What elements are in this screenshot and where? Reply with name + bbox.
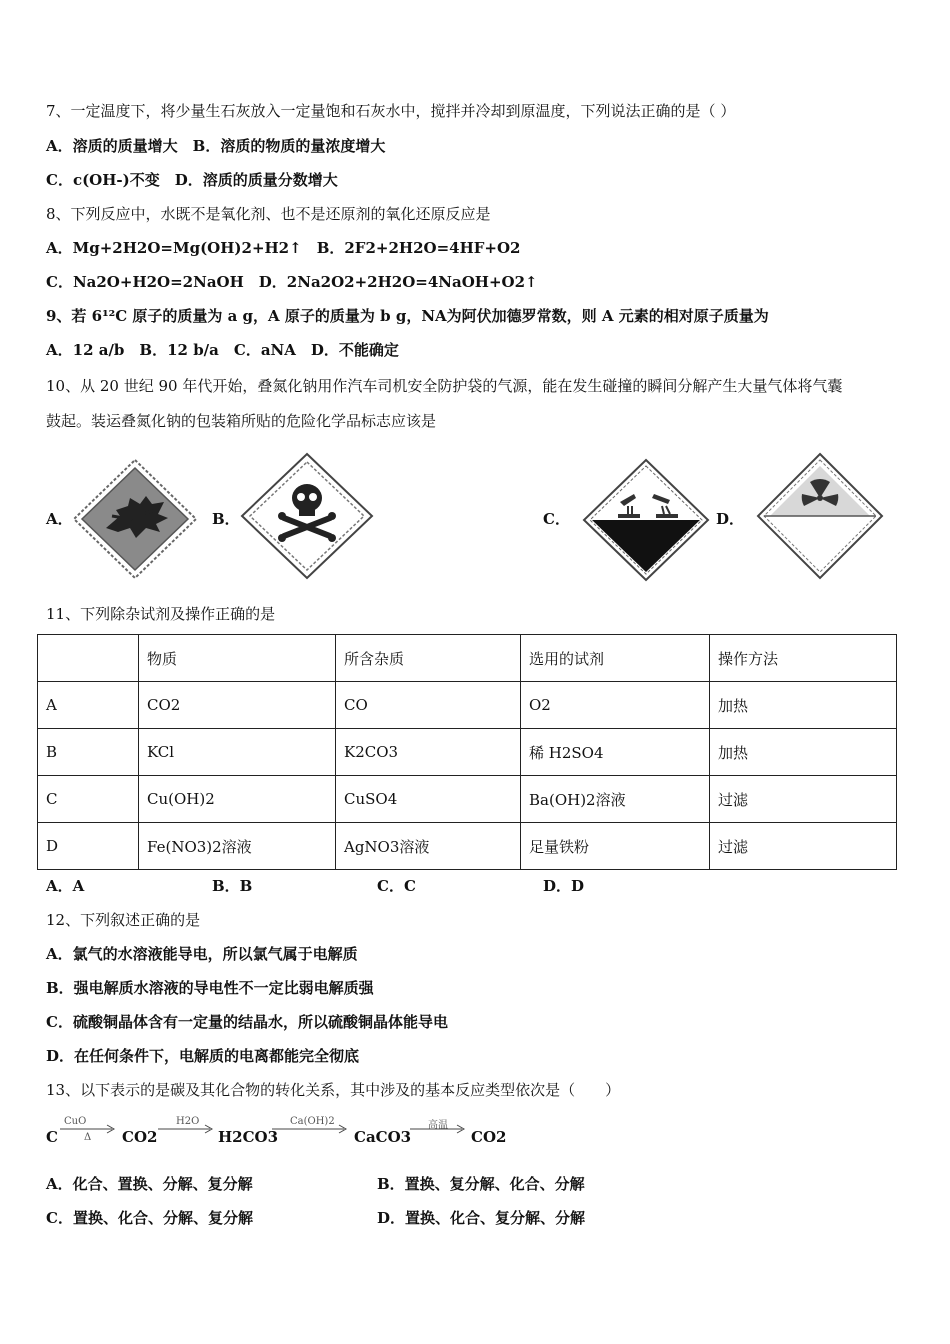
chain-carbon: C (46, 1128, 58, 1146)
q13-option-a: A．化合、置换、分解、复分解 (46, 1175, 253, 1193)
chain-condition-2: H2O (176, 1116, 200, 1127)
table-cell: A (38, 682, 139, 729)
table-cell: CO (336, 682, 521, 729)
q9-stem: 9、若 6¹²C 原子的质量为 a g，A 原子的质量为 b g，NA为阿伏加德罗常数，则 A 元素的相对原子质量为 (46, 307, 769, 325)
table-cell: AgNO3溶液 (336, 823, 521, 870)
table-cell: 加热 (710, 682, 897, 729)
q11-answer-a: A．A (46, 877, 85, 895)
table-cell: Cu(OH)2 (139, 776, 336, 823)
chain-condition-1b: Δ (84, 1132, 92, 1143)
sign-label-d: D． (716, 510, 745, 528)
table-header-cell: 所含杂质 (336, 635, 521, 682)
arrow-icon (158, 1124, 216, 1134)
q10-stem-2: 鼓起。装运叠氮化钠的包装箱所贴的危险化学品标志应该是 (46, 412, 437, 430)
table-row (38, 776, 897, 823)
sign-label-b: B． (212, 510, 240, 528)
q12-option-c: C．硫酸铜晶体含有一定量的结晶水，所以硫酸铜晶体能导电 (46, 1013, 448, 1031)
chain-condition-1: CuO (64, 1116, 87, 1127)
q11-answer-c: C．C (377, 877, 416, 895)
arrow-icon (272, 1124, 350, 1134)
q7-stem: 7、一定温度下，将少量生石灰放入一定量饱和石灰水中，搅拌并冷却到原温度，下列说法正确的是（ ） (46, 102, 736, 120)
q7-options-2: C．c(OH-)不变 D．溶质的质量分数增大 (46, 171, 338, 189)
table-cell: 过滤 (710, 823, 897, 870)
impurity-removal-table (37, 634, 897, 870)
table-cell: 稀 H2SO4 (521, 729, 710, 776)
table-cell: B (38, 729, 139, 776)
corrosive-sign-icon (582, 458, 710, 582)
chain-condition-3: Ca(OH)2 (290, 1116, 335, 1127)
table-cell: K2CO3 (336, 729, 521, 776)
radioactive-sign-icon (756, 452, 884, 580)
chain-h2co3: H2CO3 (218, 1128, 279, 1146)
q10-stem-1: 10、从 20 世纪 90 年代开始，叠氮化钠用作汽车司机安全防护袋的气源，能在发生碰撞的瞬间分解产生大量气体将气囊 (46, 377, 843, 395)
table-cell: C (38, 776, 139, 823)
table-row (38, 682, 897, 729)
q13-option-b: B．置换、复分解、化合、分解 (377, 1175, 585, 1193)
q13-stem: 13、以下表示的是碳及其化合物的转化关系，其中涉及的基本反应类型依次是（ ） (46, 1081, 621, 1099)
table-cell: 足量铁粉 (521, 823, 710, 870)
sign-label-c: C． (543, 510, 570, 528)
table-header-cell: 物质 (139, 635, 336, 682)
q11-answer-b: B．B (212, 877, 253, 895)
q13-option-c: C．置换、化合、分解、复分解 (46, 1209, 253, 1227)
chain-co2: CO2 (122, 1128, 158, 1146)
q7-options-1: A．溶质的质量增大 B．溶质的物质的量浓度增大 (46, 137, 386, 155)
table-header-cell: 操作方法 (710, 635, 897, 682)
table-cell: CuSO4 (336, 776, 521, 823)
sign-label-a: A． (46, 510, 73, 528)
q11-stem: 11、下列除杂试剂及操作正确的是 (46, 605, 276, 623)
q8-options-1: A．Mg+2H2O=Mg(OH)2+H2↑ B．2F2+2H2O=4HF+O2 (46, 239, 521, 257)
chain-condition-4: 高温 (428, 1120, 448, 1131)
table-cell: CO2 (139, 682, 336, 729)
table-header-cell (38, 635, 139, 682)
table-row (38, 729, 897, 776)
table-row (38, 823, 897, 870)
q11-answer-d: D．D (543, 877, 585, 895)
q12-option-d: D．在任何条件下，电解质的电离都能完全彻底 (46, 1047, 360, 1065)
table-cell: 加热 (710, 729, 897, 776)
chain-co2-final: CO2 (471, 1128, 507, 1146)
table-header-cell: 选用的试剂 (521, 635, 710, 682)
q8-stem: 8、下列反应中，水既不是氧化剂、也不是还原剂的氧化还原反应是 (46, 205, 491, 223)
table-cell: O2 (521, 682, 710, 729)
toxic-sign-icon (240, 452, 374, 580)
table-cell: 过滤 (710, 776, 897, 823)
q13-option-d: D．置换、化合、复分解、分解 (377, 1209, 586, 1227)
table-cell: Ba(OH)2溶液 (521, 776, 710, 823)
q9-options: A．12 a/b B．12 b/a C．aNA D．不能确定 (46, 341, 399, 359)
q8-options-2: C．Na2O+H2O=2NaOH D．2Na2O2+2H2O=4NaOH+O2↑ (46, 273, 538, 291)
flammable-solid-sign-icon (72, 458, 198, 580)
table-cell: Fe(NO3)2溶液 (139, 823, 336, 870)
table-cell: KCl (139, 729, 336, 776)
table-header-row (38, 635, 897, 682)
chain-caco3: CaCO3 (354, 1128, 412, 1146)
table-cell: D (38, 823, 139, 870)
q12-option-b: B．强电解质水溶液的导电性不一定比弱电解质强 (46, 979, 374, 997)
arrow-icon (410, 1124, 468, 1134)
arrow-icon (60, 1124, 118, 1134)
q12-stem: 12、下列叙述正确的是 (46, 911, 201, 929)
q12-option-a: A．氯气的水溶液能导电，所以氯气属于电解质 (46, 945, 358, 963)
